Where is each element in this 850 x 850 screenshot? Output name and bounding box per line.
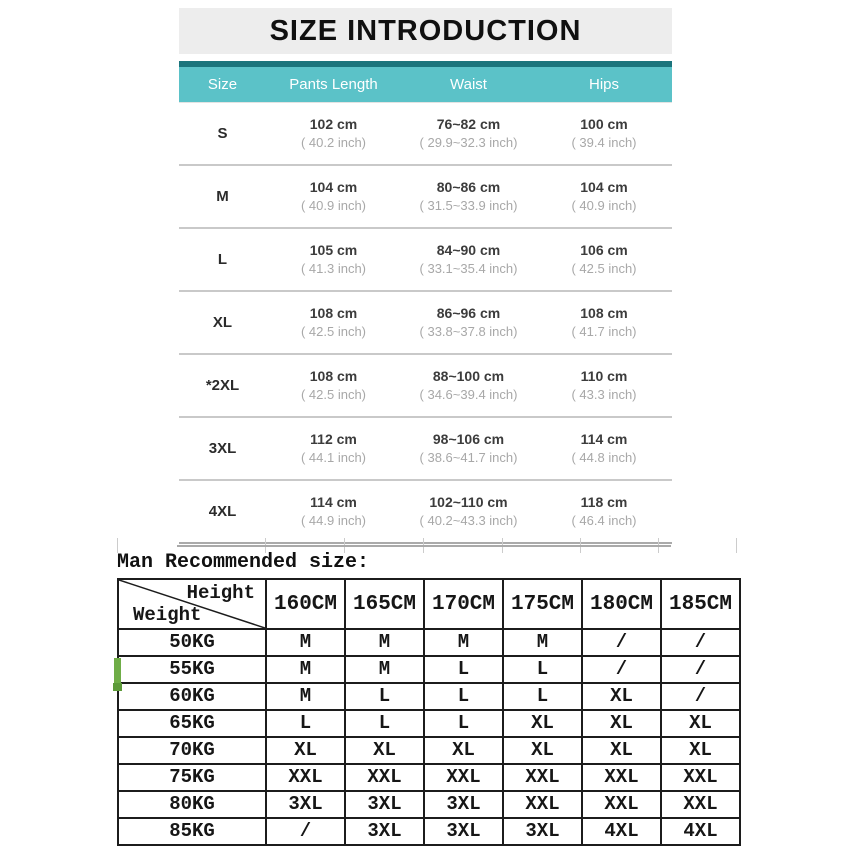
size-cell: L xyxy=(424,656,503,683)
hips-cell xyxy=(536,241,672,278)
weight-label: 70KG xyxy=(118,737,266,764)
corner-weight-label: Weight xyxy=(133,604,202,626)
cm-value: 108 cm xyxy=(309,305,358,321)
excel-selection-handle xyxy=(113,683,122,691)
cm-value: 104 cm xyxy=(309,179,358,195)
size-cell: M xyxy=(345,629,424,656)
size-cell: L xyxy=(424,710,503,737)
size-cell: M xyxy=(266,683,345,710)
height-header-165cm: 165CM xyxy=(345,579,424,629)
size-cell: / xyxy=(661,629,740,656)
pants-length-cell xyxy=(266,241,401,278)
size-cell: L xyxy=(345,683,424,710)
size-cell: XXL xyxy=(582,764,661,791)
inch-value: ( 33.8~37.8 inch) xyxy=(419,324,518,339)
recommended-size-title: Man Recommended size: xyxy=(117,551,370,574)
inch-value: ( 40.2~43.3 inch) xyxy=(419,513,518,528)
size-cell: 3XL xyxy=(266,791,345,818)
cm-value: 84~90 cm xyxy=(436,242,501,258)
size-cell: XXL xyxy=(266,764,345,791)
hips-cell xyxy=(536,430,672,467)
inch-value: ( 40.2 inch) xyxy=(300,135,367,150)
cm-value: 80~86 cm xyxy=(436,179,501,195)
inch-value: ( 29.9~32.3 inch) xyxy=(419,135,518,150)
excel-gridline xyxy=(736,538,737,553)
size-cell: XL xyxy=(582,737,661,764)
size-label: XL xyxy=(212,314,233,331)
cm-value: 106 cm xyxy=(580,242,628,258)
height-header-170cm: 170CM xyxy=(424,579,503,629)
size-cell: XL xyxy=(582,683,661,710)
size-cell: 3XL xyxy=(345,818,424,845)
inch-value: ( 38.6~41.7 inch) xyxy=(419,450,518,465)
cm-value: 100 cm xyxy=(580,116,628,132)
weight-row-65kg xyxy=(118,710,740,737)
inch-value: ( 41.7 inch) xyxy=(571,324,637,339)
inch-value: ( 33.1~35.4 inch) xyxy=(419,261,518,276)
hips-cell xyxy=(536,304,672,341)
inch-value: ( 39.4 inch) xyxy=(571,135,637,150)
size-cell: XXL xyxy=(503,764,582,791)
size-label: 4XL xyxy=(208,503,237,520)
waist-cell xyxy=(401,304,536,341)
weight-label: 50KG xyxy=(118,629,266,656)
weight-row-70kg xyxy=(118,737,740,764)
inch-value: ( 44.1 inch) xyxy=(300,450,367,465)
size-introduction-title: SIZE INTRODUCTION xyxy=(179,8,672,54)
cm-value: 112 cm xyxy=(310,431,357,447)
pants-length-cell xyxy=(266,115,401,152)
size-label: S xyxy=(217,125,228,142)
cm-value: 108 cm xyxy=(580,305,628,321)
weight-label: 75KG xyxy=(118,764,266,791)
size-cell: XL xyxy=(661,710,740,737)
size-row-4xl xyxy=(179,481,672,544)
hips-cell xyxy=(536,493,672,530)
cm-value: 104 cm xyxy=(580,179,628,195)
size-label: L xyxy=(217,251,228,268)
weight-label: 65KG xyxy=(118,710,266,737)
inch-value: ( 31.5~33.9 inch) xyxy=(419,198,518,213)
weight-row-85kg xyxy=(118,818,740,845)
weight-row-60kg xyxy=(118,683,740,710)
size-cell: 4XL xyxy=(661,818,740,845)
size-cell: XL xyxy=(424,737,503,764)
weight-row-80kg xyxy=(118,791,740,818)
waist-cell xyxy=(401,241,536,278)
waist-cell xyxy=(401,115,536,152)
pants-length-cell xyxy=(266,493,401,530)
size-cell: M xyxy=(503,629,582,656)
size-cell: 3XL xyxy=(345,791,424,818)
size-cell: XXL xyxy=(345,764,424,791)
size-introduction-header-row xyxy=(179,67,672,103)
size-cell: L xyxy=(345,710,424,737)
size-label: 3XL xyxy=(208,440,237,457)
cm-value: 105 cm xyxy=(309,242,358,258)
size-cell: M xyxy=(266,629,345,656)
cm-value: 118 cm xyxy=(580,494,628,510)
size-cell: / xyxy=(582,656,661,683)
cm-value: 114 cm xyxy=(310,494,357,510)
size-cell: L xyxy=(503,656,582,683)
height-header-row xyxy=(118,579,740,629)
size-cell: XL xyxy=(661,737,740,764)
size-cell: L xyxy=(266,710,345,737)
inch-value: ( 40.9 inch) xyxy=(571,198,637,213)
weight-label: 60KG xyxy=(118,683,266,710)
size-cell: XXL xyxy=(661,791,740,818)
cm-value: 114 cm xyxy=(580,431,628,447)
hips-cell xyxy=(536,115,672,152)
size-cell: 3XL xyxy=(424,818,503,845)
size-cell: M xyxy=(424,629,503,656)
size-cell: XXL xyxy=(424,764,503,791)
waist-cell xyxy=(401,178,536,215)
height-header-180cm: 180CM xyxy=(582,579,661,629)
inch-value: ( 41.3 inch) xyxy=(300,261,367,276)
size-cell: 4XL xyxy=(582,818,661,845)
size-row-l xyxy=(179,229,672,292)
excel-selection-marker xyxy=(114,658,121,686)
cm-value: 88~100 cm xyxy=(432,368,505,384)
cm-value: 108 cm xyxy=(309,368,358,384)
size-cell: XXL xyxy=(661,764,740,791)
size-cell: / xyxy=(661,656,740,683)
weight-label: 85KG xyxy=(118,818,266,845)
size-cell: XL xyxy=(345,737,424,764)
inch-value: ( 43.3 inch) xyxy=(571,387,637,402)
weight-row-50kg xyxy=(118,629,740,656)
size-cell: / xyxy=(661,683,740,710)
size-row-3xl xyxy=(179,418,672,481)
cm-value: 98~106 cm xyxy=(432,431,505,447)
size-cell: XL xyxy=(503,710,582,737)
column-header-size: Size xyxy=(207,76,238,93)
weight-label: 55KG xyxy=(118,656,266,683)
inch-value: ( 46.4 inch) xyxy=(571,513,637,528)
size-cell: XXL xyxy=(503,791,582,818)
weight-row-75kg xyxy=(118,764,740,791)
column-header-hips: Hips xyxy=(588,76,619,93)
size-label: *2XL xyxy=(205,377,240,394)
pants-length-cell xyxy=(266,430,401,467)
size-cell: XL xyxy=(582,710,661,737)
waist-cell xyxy=(401,430,536,467)
size-cell: XL xyxy=(503,737,582,764)
size-row-s xyxy=(179,103,672,166)
column-header-pants-length: Pants Length xyxy=(289,76,378,93)
inch-value: ( 44.8 inch) xyxy=(571,450,637,465)
cm-value: 110 cm xyxy=(580,368,628,384)
size-row-2xl xyxy=(179,355,672,418)
size-cell: XL xyxy=(266,737,345,764)
height-weight-corner-cell xyxy=(118,579,266,629)
corner-height-label: Height xyxy=(186,582,255,604)
height-header-185cm: 185CM xyxy=(661,579,740,629)
size-cell: L xyxy=(424,683,503,710)
size-cell: M xyxy=(266,656,345,683)
hips-cell xyxy=(536,178,672,215)
divider-line xyxy=(177,545,671,547)
size-cell: 3XL xyxy=(503,818,582,845)
size-cell: 3XL xyxy=(424,791,503,818)
size-cell: M xyxy=(345,656,424,683)
weight-label: 80KG xyxy=(118,791,266,818)
pants-length-cell xyxy=(266,367,401,404)
weight-row-55kg xyxy=(118,656,740,683)
waist-cell xyxy=(401,493,536,530)
size-introduction-section xyxy=(179,8,672,544)
inch-value: ( 44.9 inch) xyxy=(300,513,367,528)
size-cell: / xyxy=(266,818,345,845)
size-cell: XXL xyxy=(582,791,661,818)
inch-value: ( 34.6~39.4 inch) xyxy=(419,387,518,402)
column-header-waist: Waist xyxy=(450,76,487,93)
recommended-size-table xyxy=(117,578,741,846)
height-header-160cm: 160CM xyxy=(266,579,345,629)
pants-length-cell xyxy=(266,304,401,341)
waist-cell xyxy=(401,367,536,404)
height-header-175cm: 175CM xyxy=(503,579,582,629)
inch-value: ( 42.5 inch) xyxy=(300,324,367,339)
hips-cell xyxy=(536,367,672,404)
size-cell: / xyxy=(582,629,661,656)
inch-value: ( 42.5 inch) xyxy=(571,261,637,276)
size-label: M xyxy=(216,188,229,205)
inch-value: ( 40.9 inch) xyxy=(300,198,367,213)
cm-value: 76~82 cm xyxy=(436,116,501,132)
size-row-xl xyxy=(179,292,672,355)
cm-value: 86~96 cm xyxy=(436,305,501,321)
pants-length-cell xyxy=(266,178,401,215)
cm-value: 102 cm xyxy=(309,116,358,132)
cm-value: 102~110 cm xyxy=(429,494,508,510)
size-row-m xyxy=(179,166,672,229)
size-cell: L xyxy=(503,683,582,710)
inch-value: ( 42.5 inch) xyxy=(300,387,367,402)
